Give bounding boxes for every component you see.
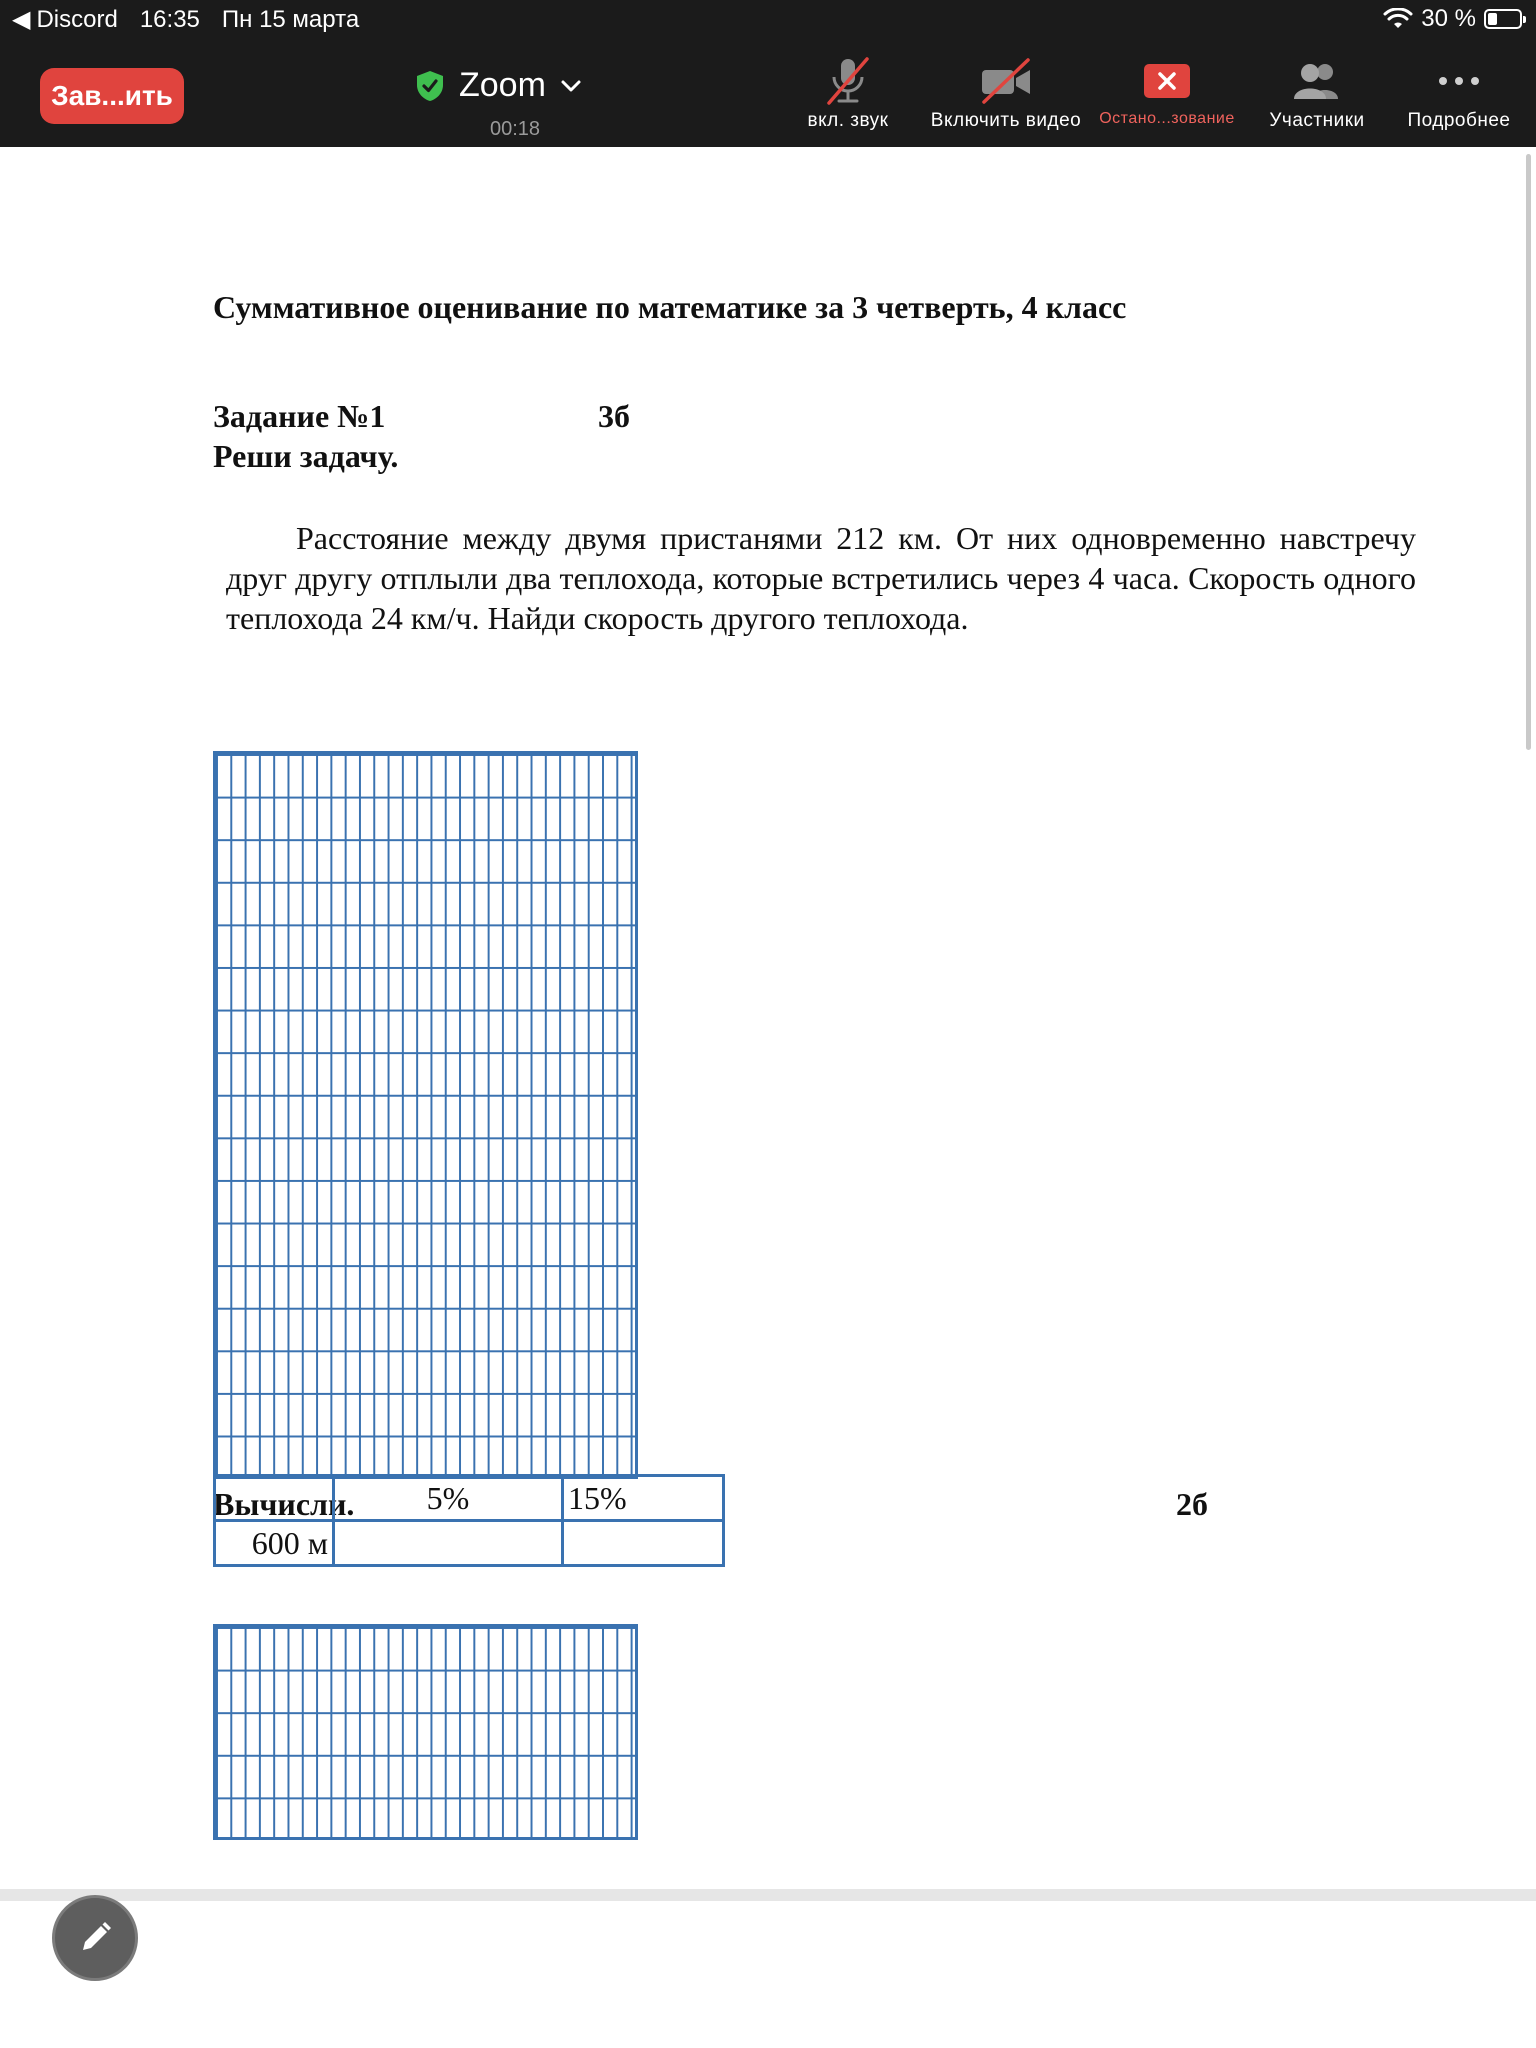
participants-icon	[1290, 59, 1344, 103]
more-label: Подробнее	[1407, 110, 1511, 131]
document-title: Суммативное оценивание по математике за 3 четверть, 4 класс	[213, 289, 1127, 325]
task-1-instruction: Реши задачу.	[213, 438, 399, 474]
percent-table-header	[215, 1476, 724, 1521]
status-bar-left	[12, 5, 359, 34]
participants-label: Участники	[1269, 110, 1365, 131]
back-arrow-icon: ◀	[12, 6, 31, 33]
table-cell: 600 м	[215, 1521, 334, 1566]
battery-percent: 30 %	[1421, 5, 1476, 32]
wifi-icon	[1383, 8, 1413, 30]
status-bar-right	[1383, 5, 1522, 33]
microphone-muted-icon	[823, 55, 873, 107]
answer-grid-2	[213, 1624, 638, 1840]
calc-points: 2б	[1176, 1486, 1208, 1522]
stop-share-button[interactable]	[1092, 52, 1242, 128]
start-video-label: Включить видео	[930, 110, 1082, 131]
camera-off-icon	[978, 56, 1034, 106]
meeting-timer: 00:18	[490, 118, 541, 140]
task-1-heading: Задание №1	[213, 398, 386, 434]
table-cell: 15%	[563, 1476, 724, 1521]
calc-heading: Вычисли.	[213, 1486, 355, 1522]
end-meeting-button[interactable]: Зав...ить	[40, 68, 184, 124]
battery-icon	[1484, 9, 1522, 29]
more-button[interactable]	[1394, 52, 1524, 132]
task-1-problem-text: Расстояние между двумя пристанями 212 км. От них одновременно навстречу друг другу отплыли два теплохода, которые встретились через 4 часа. Скорость одного теплохода 24 км/ч. Найди скорость другого теплохода.	[226, 520, 1416, 636]
table-cell: 5%	[334, 1476, 563, 1521]
more-dots-icon	[1436, 73, 1482, 89]
stop-share-label: Остано...зование	[1099, 110, 1235, 127]
unmute-button[interactable]	[792, 52, 904, 132]
percent-table	[213, 1474, 725, 1567]
back-app-label: Discord	[36, 5, 118, 33]
table-cell	[563, 1521, 724, 1566]
table-cell	[334, 1521, 563, 1566]
status-time: 16:35	[139, 5, 200, 33]
meeting-title: Zoom	[459, 66, 546, 104]
shield-check-icon	[415, 70, 445, 102]
pencil-icon	[75, 1918, 115, 1958]
unmute-label: вкл. звук	[807, 110, 889, 131]
participants-button[interactable]	[1256, 52, 1378, 132]
vertical-scrollbar[interactable]	[1526, 154, 1531, 750]
meeting-info[interactable]	[415, 66, 582, 105]
back-to-app[interactable]	[12, 5, 118, 34]
table-row	[215, 1521, 724, 1566]
annotate-button[interactable]	[52, 1895, 138, 1981]
task-1-problem	[226, 518, 1416, 638]
task-1-points: 3б	[598, 398, 630, 434]
page-divider	[0, 1889, 1536, 1901]
table-cell	[215, 1476, 334, 1521]
chevron-down-icon	[560, 79, 582, 93]
status-date: Пн 15 марта	[221, 5, 360, 33]
zoom-toolbar	[0, 0, 1536, 147]
answer-grid-1	[213, 751, 638, 1479]
stop-share-icon	[1142, 61, 1192, 101]
start-video-button[interactable]	[928, 52, 1084, 132]
